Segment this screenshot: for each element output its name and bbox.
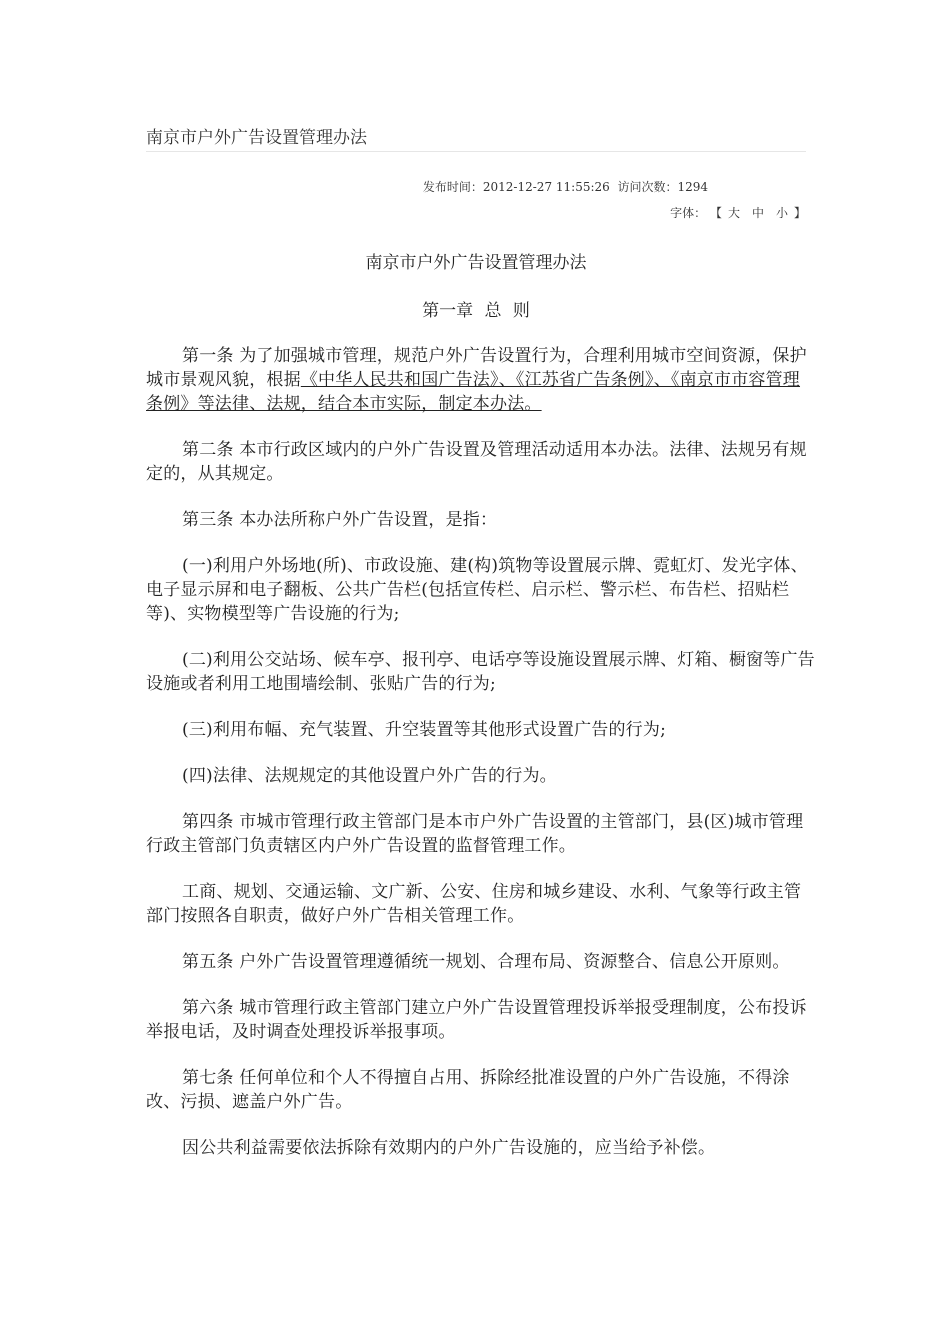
- article-7-paragraph-2: 因公共利益需要依法拆除有效期内的户外广告设施的，应当给予补偿。: [182, 1138, 716, 1158]
- font-size-medium-link[interactable]: 中: [751, 206, 764, 220]
- font-size-small-link[interactable]: 小: [775, 206, 788, 220]
- article-5: 第五条 户外广告设置管理遵循统一规划、合理布局、资源整合、信息公开原则。: [182, 952, 790, 972]
- article-3-item-1: (一)利用户外场地(所)、市政设施、建(构)筑物等设置展示牌、霓虹灯、发光字体、电子显示屏和电子翻板、公共广告栏(包括宣传栏、启示栏、警示栏、布告栏、招贴栏等)、实物模型等广告设施的行为;: [146, 556, 808, 624]
- chapter-heading: [146, 298, 806, 324]
- article-1-text: 第一条 为了加强城市管理，规范户外广告设置行为，合理利用城市空间资源，保护城市景观风貌，根据: [146, 346, 807, 390]
- publish-label: 发布时间：: [422, 180, 483, 194]
- article-3: 第三条 本办法所称户外广告设置，是指：: [182, 510, 498, 530]
- article-2: 第二条 本市行政区域内的户外广告设置及管理活动适用本办法。法律、法规另有规定的，从其规定。: [146, 440, 807, 484]
- font-size-large-link[interactable]: 大: [727, 206, 740, 220]
- font-size-label: 字体：: [670, 206, 707, 220]
- visits-count: 1294: [677, 180, 708, 194]
- bracket-close: 】: [793, 206, 806, 220]
- document-title: 南京市户外广告设置管理办法: [365, 253, 587, 273]
- article-3-item-3: (三)利用布幅、充气装置、升空装置等其他形式设置广告的行为;: [182, 720, 666, 740]
- chapter-title-part-1: 总: [484, 301, 502, 321]
- chapter-number: 第一章: [422, 301, 474, 321]
- bracket-open: 【: [709, 206, 722, 220]
- visits-label: 访问次数：: [617, 180, 678, 194]
- publish-meta: [423, 178, 708, 196]
- chapter-title-part-2: 则: [512, 301, 530, 321]
- article-3-item-4: (四)法律、法规规定的其他设置户外广告的行为。: [182, 766, 557, 786]
- article-4-paragraph-2: 工商、规划、交通运输、文广新、公安、住房和城乡建设、水利、气象等行政主管部门按照各自职责，做好户外广告相关管理工作。: [146, 882, 802, 926]
- article-body: [146, 344, 816, 1182]
- article-7: 第七条 任何单位和个人不得擅自占用、拆除经批准设置的户外广告设施，不得涂改、污损、遮盖户外广告。: [146, 1068, 790, 1112]
- article-3-item-2: (二)利用公交站场、候车亭、报刊亭、电话亭等设施设置展示牌、灯箱、橱窗等广告设施或者利用工地围墙绘制、张贴广告的行为;: [146, 650, 815, 694]
- publish-time: 2012-12-27 11:55:26: [482, 180, 610, 194]
- font-size-selector: [670, 204, 806, 222]
- legal-basis-link[interactable]: 《中华人民共和国广告法》、《江苏省广告条例》、《南京市市容管理条例》等法律、法规，结合本市实际，制定本办法。: [146, 370, 801, 414]
- article-4: 第四条 市城市管理行政主管部门是本市户外广告设置的主管部门，县(区)城市管理行政主管部门负责辖区内户外广告设置的监督管理工作。: [146, 812, 804, 856]
- article-1: [146, 344, 816, 416]
- article-6: 第六条 城市管理行政主管部门建立户外广告设置管理投诉举报受理制度，公布投诉举报电话，及时调查处理投诉举报事项。: [146, 998, 807, 1042]
- page-title: 南京市户外广告设置管理办法: [146, 126, 806, 152]
